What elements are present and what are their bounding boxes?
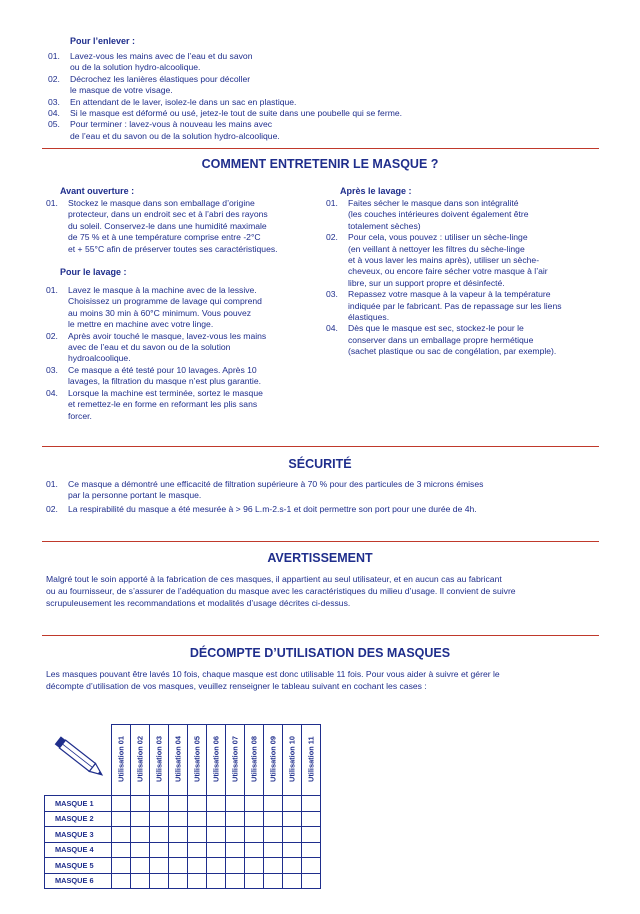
usage-checkbox-cell[interactable] [245, 873, 264, 889]
column-header [283, 725, 302, 796]
item-line: et à vous laver les mains après), utiliser un sèche- [348, 255, 540, 266]
usage-checkbox-cell[interactable] [226, 811, 245, 827]
column-header [302, 725, 321, 796]
item-number: 01. [326, 198, 338, 208]
usage-checkbox-cell[interactable] [302, 827, 321, 843]
item-line: conserver dans un emballage propre hermétique [348, 334, 534, 345]
list-item [46, 479, 606, 502]
usage-checkbox-cell[interactable] [131, 842, 150, 858]
paragraph-line: scrupuleusement les recommandations et modalités d’usage décrites ci-dessus. [46, 598, 351, 608]
item-line: Si le masque est déformé ou usé, jetez-le tout de suite dans une poubelle qui se ferme. [70, 108, 403, 119]
item-line: et + 55°C afin de préserver toutes ses caractéristiques. [68, 243, 278, 254]
washing-list [46, 285, 316, 422]
usage-checkbox-cell[interactable] [226, 796, 245, 812]
usage-checkbox-cell[interactable] [302, 858, 321, 874]
item-line: élastiques. [348, 312, 390, 323]
after-wash-list [326, 198, 601, 358]
list-item [48, 119, 608, 142]
item-line: Lorsque la machine est terminée, sortez le masque [68, 387, 263, 398]
item-line: totalement sèches) [348, 220, 421, 231]
list-item [46, 331, 316, 365]
row-label: MASQUE 2 [45, 811, 112, 827]
usage-checkbox-cell[interactable] [245, 811, 264, 827]
usage-checkbox-cell[interactable] [283, 842, 302, 858]
item-line: Pour cela, vous pouvez : utiliser un sèche-linge [348, 232, 528, 243]
usage-checkbox-cell[interactable] [283, 873, 302, 889]
list-item [326, 323, 601, 357]
maintain-title: COMMENT ENTRETENIR LE MASQUE ? [201, 157, 439, 171]
column-header-label: Utilisation 06 [211, 736, 221, 782]
row-label: MASQUE 4 [45, 842, 112, 858]
table-row [45, 811, 321, 827]
table-row [45, 796, 321, 812]
usage-checkbox-cell[interactable] [188, 858, 207, 874]
paragraph-line: Malgré tout le soin apporté à la fabrication de ces masques, il appartient au seul utilisateur, et en aucun cas au fabricant [46, 574, 502, 584]
item-number: 02. [46, 503, 58, 514]
usage-checkbox-cell[interactable] [264, 811, 283, 827]
item-line: Repassez votre masque à la vapeur à la température [348, 289, 551, 300]
usage-checkbox-cell[interactable] [302, 796, 321, 812]
usage-checkbox-cell[interactable] [207, 842, 226, 858]
item-number: 02. [326, 232, 338, 243]
list-item [46, 365, 316, 388]
column-header [169, 725, 188, 796]
column-header [150, 725, 169, 796]
usage-checkbox-cell[interactable] [302, 811, 321, 827]
item-line: Faites sécher le masque dans son intégralité [348, 198, 519, 208]
item-line: Ce masque a été testé pour 10 lavages. Après 10 [68, 364, 257, 375]
usage-checkbox-cell[interactable] [112, 842, 131, 858]
count-title: DÉCOMPTE D’UTILISATION DES MASQUES [189, 646, 451, 660]
security-list [46, 479, 606, 517]
column-header [112, 725, 131, 796]
row-label: MASQUE 1 [45, 796, 112, 812]
item-line: protecteur, dans un endroit sec et à l’abri des rayons [68, 209, 268, 220]
column-header-label: Utilisation 04 [173, 736, 183, 782]
item-number: 03. [326, 289, 338, 300]
item-line: cheveux, ou encore faire sécher votre masque à l’air [348, 266, 548, 277]
item-line: La respirabilité du masque a été mesurée à > 96 L.m-2.s-1 et doit permettre son port pour une durée de 4h. [68, 503, 477, 514]
usage-checkbox-cell[interactable] [245, 842, 264, 858]
item-line: hydroalcoolique. [68, 353, 131, 364]
row-label: MASQUE 5 [45, 858, 112, 874]
item-line: Stockez le masque dans son emballage d’origine [68, 198, 255, 208]
usage-checkbox-cell[interactable] [226, 873, 245, 889]
usage-checkbox-cell[interactable] [207, 811, 226, 827]
item-line: avec de l’eau et du savon ou de la solution [68, 342, 231, 353]
usage-checkbox-cell[interactable] [150, 873, 169, 889]
table-row [45, 858, 321, 874]
column-header [245, 725, 264, 796]
item-line: du soleil. Conservez-le dans une humidité maximale [68, 220, 267, 231]
column-header-label: Utilisation 03 [154, 736, 164, 782]
item-number: 05. [48, 119, 60, 130]
item-number: 04. [326, 323, 338, 334]
usage-checkbox-cell[interactable] [131, 873, 150, 889]
paragraph-line: ou au fournisseur, de s’assurer de l’adéquation du masque avec les caractéristiques du milieu d’usage. Il convient de suivre [46, 586, 516, 596]
security-title: SÉCURITÉ [288, 457, 352, 471]
list-item [48, 74, 608, 97]
list-item [46, 388, 316, 422]
washing-heading: Pour le lavage : [60, 267, 127, 278]
usage-checkbox-cell[interactable] [150, 858, 169, 874]
usage-checkbox-cell[interactable] [283, 811, 302, 827]
item-line: Lavez le masque à la machine avec de la lessive. [68, 285, 257, 296]
usage-checkbox-cell[interactable] [112, 796, 131, 812]
column-header [226, 725, 245, 796]
list-item [48, 51, 608, 74]
count-intro-text [46, 668, 606, 692]
item-number: 04. [46, 387, 58, 398]
usage-checkbox-cell[interactable] [283, 827, 302, 843]
warning-title: AVERTISSEMENT [267, 551, 373, 565]
pencil-icon [51, 733, 109, 785]
item-line: (sachet plastique ou sac de congélation, par exemple). [348, 346, 557, 357]
item-line: forcer. [68, 410, 92, 421]
maintain-left-column [46, 186, 316, 422]
usage-checkbox-cell[interactable] [169, 873, 188, 889]
item-line: par la personne portant le masque. [68, 490, 202, 501]
item-line: Choisissez un programme de lavage qui comprend [68, 296, 262, 307]
usage-checkbox-cell[interactable] [112, 811, 131, 827]
table-corner [45, 725, 112, 796]
usage-checkbox-cell[interactable] [283, 796, 302, 812]
usage-checkbox-cell[interactable] [188, 842, 207, 858]
item-line: Lavez-vous les mains avec de l’eau et du savon [70, 51, 253, 61]
usage-checkbox-cell[interactable] [264, 858, 283, 874]
usage-checkbox-cell[interactable] [264, 873, 283, 889]
usage-table-header [45, 725, 321, 796]
divider [42, 541, 599, 542]
item-line: au moins 30 min à 60°C minimum. Vous pouvez [68, 307, 252, 318]
list-item [46, 504, 606, 515]
item-line: lavages, la filtration du masque n’est plus garantie. [68, 376, 261, 387]
item-line: (en veillant à nettoyer les filtres du sèche-linge [348, 243, 525, 254]
row-label: MASQUE 3 [45, 827, 112, 843]
column-header-label: Utilisation 09 [268, 736, 278, 782]
column-header-label: Utilisation 11 [306, 736, 316, 782]
paragraph-line: Les masques pouvant être lavés 10 fois, chaque masque est donc utilisable 11 fois. Pour vous aider à suivre et gérer le [46, 669, 500, 679]
column-header-label: Utilisation 05 [192, 736, 202, 782]
item-line: de 75 % et à une température comprise entre -2°C [68, 232, 261, 243]
divider [42, 446, 599, 447]
column-header-label: Utilisation 01 [116, 736, 126, 782]
list-item [46, 198, 316, 255]
usage-checkbox-cell[interactable] [188, 796, 207, 812]
usage-checkbox-cell[interactable] [169, 796, 188, 812]
divider [42, 635, 599, 636]
list-item [326, 198, 601, 232]
item-line: Décrochez les lanières élastiques pour décoller [70, 73, 251, 84]
usage-checkbox-cell[interactable] [169, 827, 188, 843]
column-header-label: Utilisation 07 [230, 736, 240, 782]
item-line: Ce masque a démontré une efficacité de filtration supérieure à 70 % pour des particules de 3 microns émises [68, 479, 484, 489]
table-row [45, 827, 321, 843]
before-open-list [46, 198, 316, 255]
usage-checkbox-cell[interactable] [150, 827, 169, 843]
usage-checkbox-cell[interactable] [188, 873, 207, 889]
before-open-heading: Avant ouverture : [60, 186, 135, 196]
usage-checkbox-cell[interactable] [112, 827, 131, 843]
usage-checkbox-cell[interactable] [207, 796, 226, 812]
item-line: Après avoir touché le masque, lavez-vous les mains [68, 330, 267, 341]
item-number: 04. [48, 108, 60, 119]
column-header [264, 725, 283, 796]
usage-count-table [44, 724, 321, 889]
usage-checkbox-cell[interactable] [169, 842, 188, 858]
usage-checkbox-cell[interactable] [264, 796, 283, 812]
item-number: 03. [48, 96, 60, 107]
usage-checkbox-cell[interactable] [226, 842, 245, 858]
usage-checkbox-cell[interactable] [226, 858, 245, 874]
item-number: 01. [48, 51, 60, 61]
usage-checkbox-cell[interactable] [112, 858, 131, 874]
column-header [207, 725, 226, 796]
item-line: indiquée par le fabricant. Pas de repassage sur les liens [348, 300, 562, 311]
usage-checkbox-cell[interactable] [169, 858, 188, 874]
usage-checkbox-cell[interactable] [207, 873, 226, 889]
item-line: Dès que le masque est sec, stockez-le pour le [348, 323, 524, 334]
usage-checkbox-cell[interactable] [188, 827, 207, 843]
item-line: En attendant de le laver, isolez-le dans un sac en plastique. [70, 96, 297, 107]
usage-checkbox-cell[interactable] [169, 811, 188, 827]
column-header [131, 725, 150, 796]
divider [42, 148, 599, 149]
maintain-right-column [326, 186, 601, 358]
usage-checkbox-cell[interactable] [264, 827, 283, 843]
column-header-label: Utilisation 10 [287, 736, 297, 782]
item-line: Pour terminer : lavez-vous à nouveau les mains avec [70, 119, 273, 130]
column-header-label: Utilisation 02 [135, 736, 145, 782]
usage-checkbox-cell[interactable] [131, 796, 150, 812]
item-line: libre, sur un support propre et désinfecté. [348, 277, 505, 288]
item-number: 03. [46, 364, 58, 375]
item-number: 02. [46, 330, 58, 341]
usage-checkbox-cell[interactable] [112, 873, 131, 889]
remove-list [48, 51, 608, 142]
usage-checkbox-cell[interactable] [207, 858, 226, 874]
item-line: ou de la solution hydro-alcoolique. [70, 62, 201, 73]
usage-checkbox-cell[interactable] [302, 842, 321, 858]
usage-checkbox-cell[interactable] [188, 811, 207, 827]
item-number: 02. [48, 73, 60, 84]
item-line: (les couches intérieures doivent également être [348, 209, 529, 220]
usage-checkbox-cell[interactable] [150, 842, 169, 858]
item-line: le masque de votre visage. [70, 85, 173, 96]
item-number: 01. [46, 479, 58, 489]
usage-checkbox-cell[interactable] [150, 811, 169, 827]
usage-checkbox-cell[interactable] [226, 827, 245, 843]
warning-text [46, 573, 606, 609]
usage-checkbox-cell[interactable] [245, 858, 264, 874]
item-line: de l’eau et du savon ou de la solution hydro-alcoolique. [70, 130, 280, 141]
remove-section [48, 36, 608, 142]
row-label: MASQUE 6 [45, 873, 112, 889]
list-item [48, 108, 608, 119]
column-header-label: Utilisation 08 [249, 736, 259, 782]
item-line: et remettez-le en forme en reformant les plis sans [68, 399, 258, 410]
list-item [326, 232, 601, 289]
list-item [326, 289, 601, 323]
table-row [45, 873, 321, 889]
usage-checkbox-cell[interactable] [245, 827, 264, 843]
usage-checkbox-cell[interactable] [245, 796, 264, 812]
usage-checkbox-cell[interactable] [131, 827, 150, 843]
usage-checkbox-cell[interactable] [207, 827, 226, 843]
usage-checkbox-cell[interactable] [131, 858, 150, 874]
usage-checkbox-cell[interactable] [131, 811, 150, 827]
usage-checkbox-cell[interactable] [150, 796, 169, 812]
item-line: le mettre en machine avec votre linge. [68, 319, 214, 330]
usage-checkbox-cell[interactable] [283, 858, 302, 874]
item-number: 01. [46, 198, 58, 208]
paragraph-line: décompte d’utilisation de vos masques, veuillez renseigner le tableau suivant en cochant les cases : [46, 681, 427, 691]
list-item [48, 97, 608, 108]
usage-checkbox-cell[interactable] [302, 873, 321, 889]
table-row [45, 842, 321, 858]
column-header [188, 725, 207, 796]
remove-heading: Pour l’enlever : [70, 36, 136, 46]
after-wash-heading: Après le lavage : [340, 186, 412, 196]
item-number: 01. [46, 285, 58, 296]
list-item [46, 285, 316, 331]
usage-checkbox-cell[interactable] [264, 842, 283, 858]
